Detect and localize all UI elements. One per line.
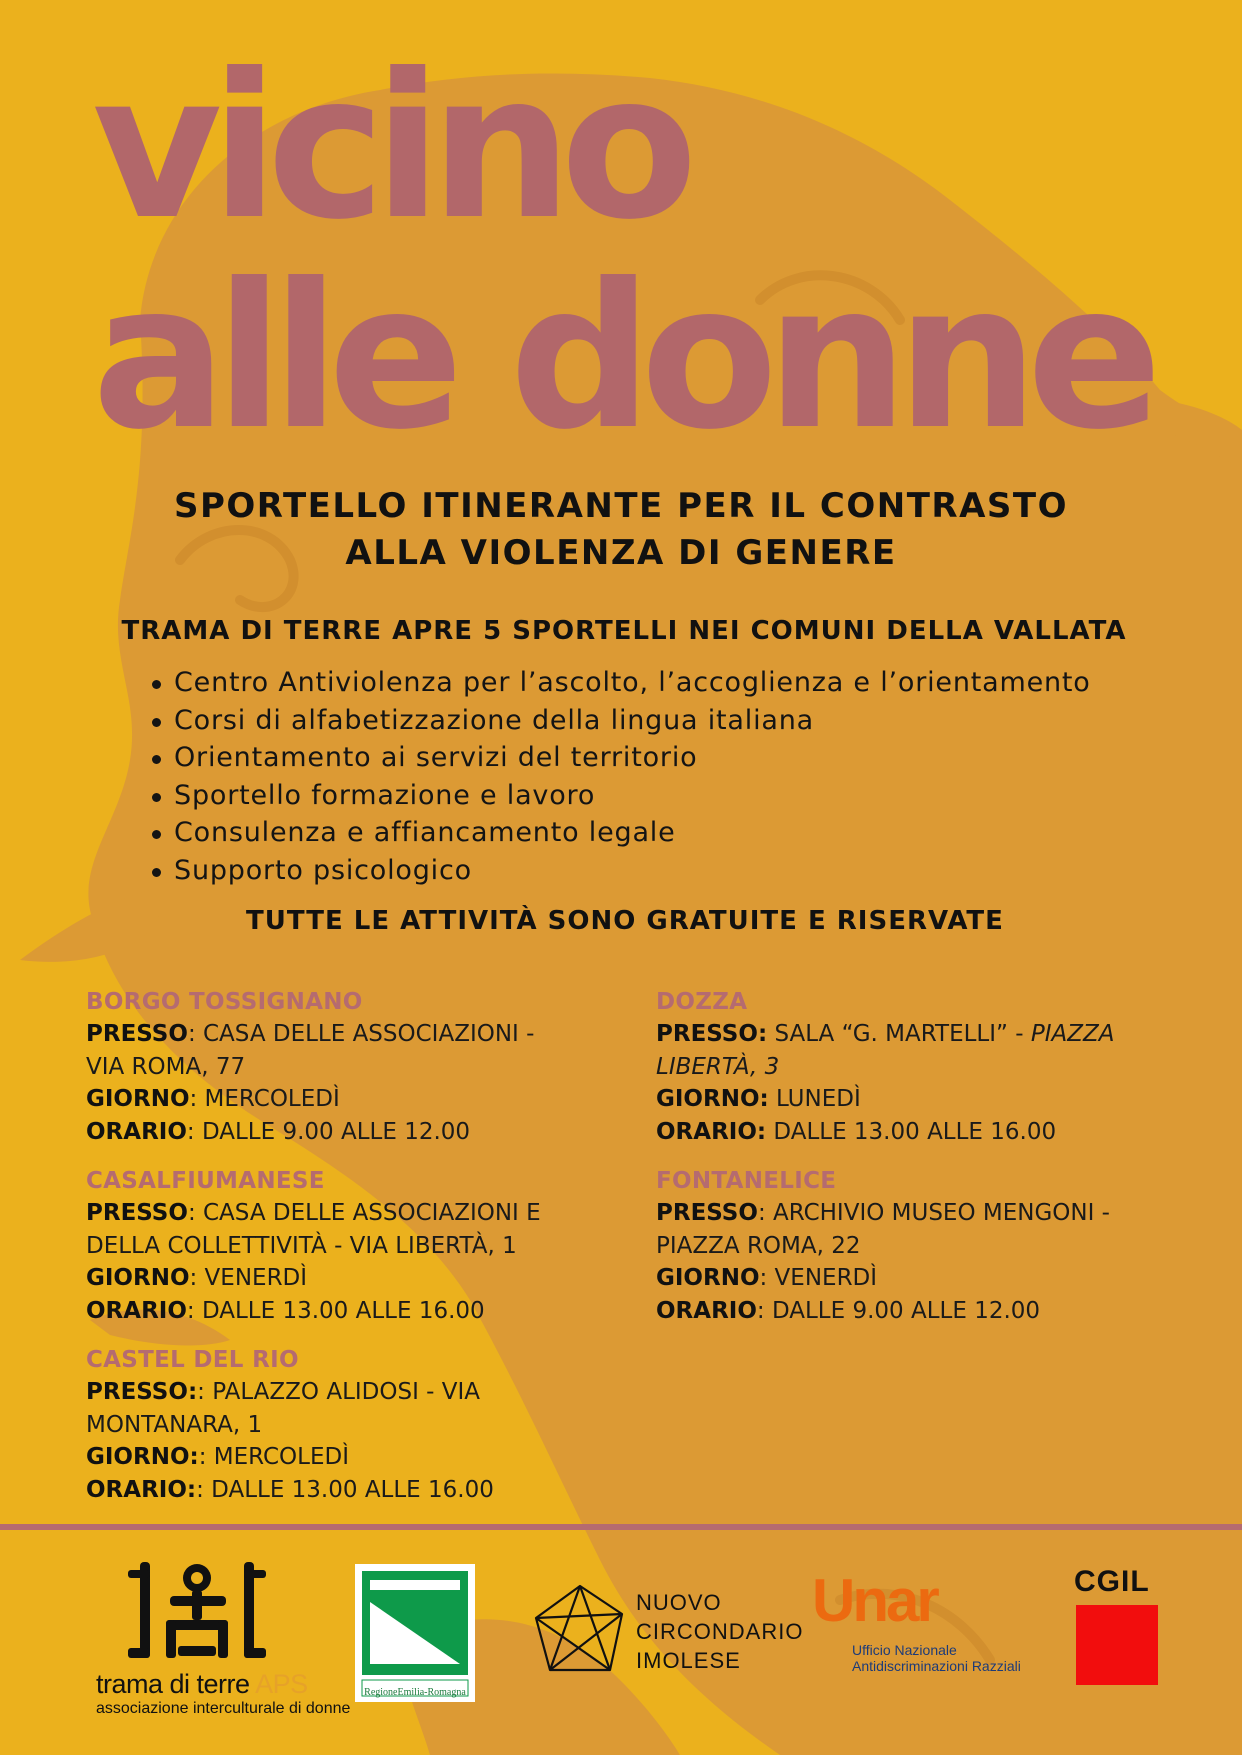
bullet-icon: [152, 718, 161, 727]
location-town: CASALFIUMANESE: [86, 1168, 325, 1194]
giorno-label: GIORNO: [656, 1086, 760, 1113]
location-presso: [86, 1018, 586, 1050]
subtitle-line-2: ALLA VIOLENZA DI GENERE: [345, 533, 897, 573]
circondario-name: [636, 1588, 803, 1675]
service-item: [140, 814, 1091, 852]
service-item: [140, 664, 1091, 702]
bullet-icon: [152, 755, 161, 764]
services-list: [140, 664, 1091, 889]
giorno-value: LUNEDÌ: [768, 1086, 861, 1113]
service-item: [140, 777, 1091, 815]
presso-label: PRESSO: [86, 1379, 188, 1406]
orario-label: ORARIO: [656, 1297, 757, 1324]
unar-subtitle: [852, 1642, 1021, 1674]
location-town: BORGO TOSSIGNANO: [86, 989, 363, 1015]
location-presso-cont: DELLA COLLETTIVITÀ - VIA LIBERTÀ, 1: [86, 1232, 517, 1259]
circondario-line-1: NUOVO: [636, 1590, 722, 1615]
location-town: CASTEL DEL RIO: [86, 1347, 299, 1373]
giorno-label: GIORNO: [86, 1444, 190, 1471]
location-presso-cont: MONTANARA, 1: [86, 1411, 263, 1438]
trama-name-text: trama di terre: [96, 1669, 250, 1699]
unar-line-2: Antidiscriminazioni Razziali: [852, 1658, 1021, 1674]
location-town: DOZZA: [656, 989, 748, 1015]
circondario-line-3: IMOLESE: [636, 1648, 741, 1673]
trama-aps: APS: [249, 1669, 308, 1699]
presso-value: SALA “G. MARTELLI” -: [767, 1021, 1031, 1048]
presso-value-italic: PIAZZA: [1030, 1021, 1115, 1048]
nuovo-circondario-imolese-logo: [530, 1580, 804, 1680]
service-item: [140, 702, 1091, 740]
bullet-icon: [152, 793, 161, 802]
presso-value: : ARCHIVIO MUSEO MENGONI -: [757, 1200, 1110, 1227]
unar-wordmark: Unar: [812, 1567, 937, 1634]
location-town: FONTANELICE: [656, 1168, 837, 1194]
location-giorno: [86, 1262, 586, 1294]
trama-tagline: associazione interculturale di donne: [96, 1700, 351, 1717]
location-orario: ORARIO:: DALLE 13.00 ALLE 16.00: [86, 1476, 494, 1503]
service-item: [140, 852, 1091, 890]
giorno-value: : MERCOLEDÌ: [198, 1444, 349, 1471]
orario-value: : DALLE 9.00 ALLE 12.00: [756, 1297, 1041, 1324]
location-giorno: GIORNO:: MERCOLEDÌ: [86, 1444, 349, 1471]
bullet-icon: [152, 680, 161, 689]
location-orario: ORARIO: DALLE 13.00 ALLE 16.00: [656, 1118, 1057, 1145]
location-orario: [656, 1295, 1156, 1327]
location-presso: PRESSO:: PALAZZO ALIDOSI - VIA: [86, 1379, 481, 1406]
location-presso: [86, 1197, 586, 1229]
presso-label: PRESSO: [86, 1021, 188, 1048]
location-giorno: [656, 1262, 1156, 1294]
unar-logo: [812, 1567, 1052, 1690]
orario-label: ORARIO: [86, 1476, 187, 1503]
presso-label: PRESSO: [656, 1021, 758, 1048]
service-label: Sportello formazione e lavoro: [174, 779, 596, 811]
cgil-wordmark: CGIL: [1074, 1565, 1150, 1598]
giorno-value: : MERCOLEDÌ: [189, 1086, 340, 1113]
giorno-value: : VENERDÌ: [189, 1265, 308, 1292]
intro-heading: TRAMA DI TERRE APRE 5 SPORTELLI NEI COMUNI DELLA VALLATA: [121, 616, 1127, 646]
orario-value: DALLE 13.00 ALLE 16.00: [766, 1118, 1057, 1145]
service-label: Corsi di alfabetizzazione della lingua italiana: [174, 704, 814, 736]
service-label: Orientamento ai servizi del territorio: [174, 742, 698, 773]
trama-name: [96, 1669, 308, 1700]
service-label: Consulenza e affiancamento legale: [174, 817, 676, 848]
location-borgo-tossignano: [86, 986, 586, 1148]
presso-value: : CASA DELLE ASSOCIAZIONI E: [187, 1200, 541, 1227]
service-label: Centro Antiviolenza per l’ascolto, l’accoglienza e l’orientamento: [174, 667, 1091, 698]
location-presso-cont: VIA ROMA, 77: [86, 1053, 246, 1080]
location-fontanelice: [656, 1165, 1156, 1327]
free-services-note: TUTTE LE ATTIVITÀ SONO GRATUITE E RISERVATE: [246, 906, 1004, 936]
service-item: [140, 739, 1091, 777]
service-label: Supporto psicologico: [174, 854, 472, 886]
presso-value: : PALAZZO ALIDOSI - VIA: [197, 1379, 481, 1406]
emilia-caption: RegioneEmilia-Romagna: [364, 1687, 466, 1698]
bullet-icon: [152, 868, 161, 877]
subtitle-line-1: SPORTELLO ITINERANTE PER IL CONTRASTO: [173, 486, 1068, 526]
circondario-line-2: CIRCONDARIO: [636, 1619, 804, 1644]
orario-value: : DALLE 9.00 ALLE 12.00: [186, 1118, 471, 1145]
giorno-label: GIORNO: [86, 1265, 190, 1292]
giorno-value: : VENERDÌ: [759, 1265, 878, 1292]
trama-di-terre-logo: [92, 1550, 351, 1720]
location-dozza: [656, 986, 1156, 1148]
giorno-label: GIORNO: [656, 1265, 760, 1292]
location-castel-del-rio: [86, 1344, 586, 1506]
emilia-romagna-emblem-icon: [355, 1564, 475, 1702]
orario-label: ORARIO: [86, 1118, 187, 1145]
title-line-1: vicino: [92, 31, 686, 264]
location-presso-cont: LIBERTÀ, 3: [656, 1053, 780, 1080]
location-casalfiumanese: [86, 1165, 586, 1327]
trama-figure-icon: [92, 1550, 312, 1670]
footer-divider: [0, 1524, 1242, 1530]
location-presso: PRESSO: SALA “G. MARTELLI” - PIAZZA: [656, 1021, 1115, 1048]
regione-emilia-romagna-logo: [355, 1564, 475, 1702]
title-line-2: alle donne: [92, 241, 1151, 474]
orario-value: : DALLE 13.00 ALLE 16.00: [186, 1297, 485, 1324]
unar-line-1: Ufficio Nazionale: [852, 1642, 957, 1658]
bullet-icon: [152, 830, 161, 839]
location-orario: [86, 1116, 586, 1148]
giorno-label: GIORNO: [86, 1086, 190, 1113]
location-presso: [656, 1197, 1156, 1229]
polyhedron-icon: [530, 1580, 630, 1680]
presso-value: : CASA DELLE ASSOCIAZIONI -: [187, 1021, 535, 1048]
orario-label: ORARIO: [656, 1118, 757, 1145]
location-orario: [86, 1295, 586, 1327]
presso-label: PRESSO: [86, 1200, 188, 1227]
orario-value: : DALLE 13.00 ALLE 16.00: [196, 1476, 494, 1503]
cgil-logo: [1070, 1565, 1170, 1685]
orario-label: ORARIO: [86, 1297, 187, 1324]
location-giorno: [86, 1083, 586, 1115]
location-giorno: GIORNO: LUNEDÌ: [656, 1086, 861, 1113]
cgil-red-square: [1076, 1605, 1158, 1685]
location-presso-cont: PIAZZA ROMA, 22: [656, 1232, 861, 1259]
presso-label: PRESSO: [656, 1200, 758, 1227]
